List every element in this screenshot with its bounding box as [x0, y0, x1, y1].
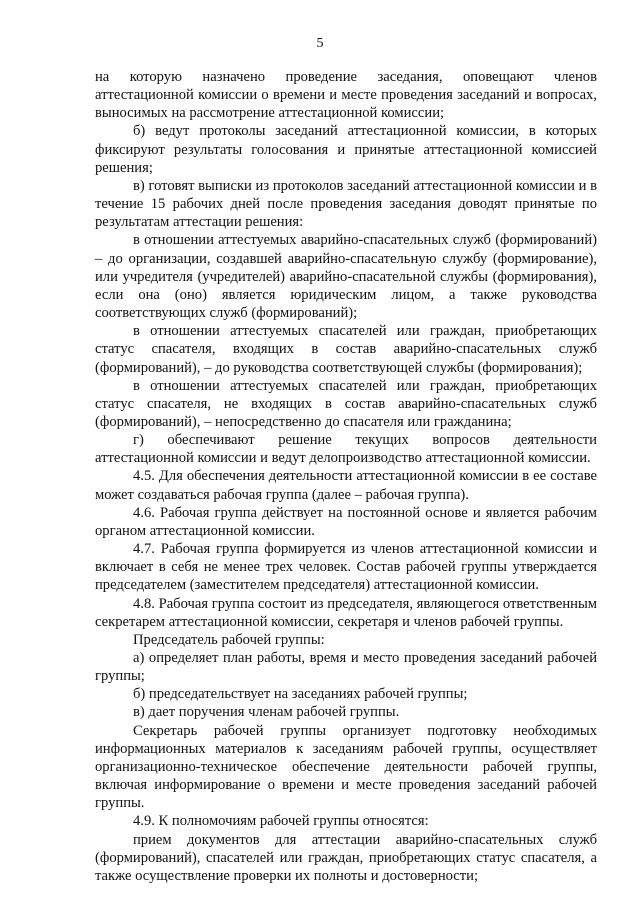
paragraph-chairman-heading: Председатель рабочей группы:	[133, 631, 325, 648]
paragraph-rescuers-in-services: в отношении аттестуемых спасателей или граждан, приобретающих статус спасателя, входящих в состав аварийно-спасательных служб (формирований), – до руководства соответствующей службы (формирования);	[95, 323, 597, 376]
paragraph-4-7: 4.7. Рабочая группа формируется из членов аттестационной комиссии и включает в себя не менее трех человек. Состав рабочей группы утверждается председателем (заместителем председателя) аттестационной комиссии.	[95, 541, 597, 594]
paragraph-chairman-a: а) определяет план работы, время и место проведения заседаний рабочей группы;	[95, 650, 597, 685]
paragraph-4-6: 4.6. Рабочая группа действует на постоянной основе и является рабочим органом аттестационной комиссии.	[95, 504, 597, 539]
page-number: 5	[316, 36, 324, 51]
paragraph-item-g: г) обеспечивают решение текущих вопросов деятельности аттестационной комиссии и ведут делопроизводство аттестационной комиссии.	[95, 432, 597, 467]
paragraph-services: в отношении аттестуемых аварийно-спасательных служб (формирований) – до организации, создавшей аварийно-спасательную службу (формирование), или учредителя (учредителей) аварийно-спасательной службы (формирования), если она (оно) является юридическим лицом, а также руководства соответствующих служб (формирований);	[95, 232, 597, 322]
paragraph-secretary: Секретарь рабочей группы организует подготовку необходимых информационных материалов к заседаниям рабочей группы, осуществляет организационно-техническое обеспечение деятельности рабочей группы, включая информирование о времени и месте проведения заседаний рабочей группы.	[95, 722, 597, 812]
paragraph-4-8: 4.8. Рабочая группа состоит из председателя, являющегося ответственным секретарем аттестационной комиссии, секретаря и членов рабочей группы.	[95, 595, 597, 630]
paragraph-4-9: 4.9. К полномочиям рабочей группы относятся:	[133, 813, 429, 830]
paragraph-4-5: 4.5. Для обеспечения деятельности аттестационной комиссии в ее составе может создаваться рабочая группа (далее – рабочая группа).	[95, 468, 597, 503]
paragraph-chairman-b: б) председательствует на заседаниях рабочей группы;	[133, 686, 468, 703]
paragraph-rescuers-outside-services: в отношении аттестуемых спасателей или граждан, приобретающих статус спасателя, не входящих в состав аварийно-спасательных служб (формирований), – непосредственно до спасателя или гражданина;	[95, 377, 597, 430]
paragraph-item-v: в) готовят выписки из протоколов заседаний аттестационной комиссии и в течение 15 рабочих дней после проведения заседания доводят принятые по результатам аттестации решения:	[95, 177, 597, 231]
document-body	[95, 68, 597, 885]
paragraph-document-intake: прием документов для аттестации аварийно-спасательных служб (формирований), спасателей или граждан, приобретающих статус спасателя, а также осуществление проверки их полноты и достоверности;	[95, 831, 597, 884]
paragraph-continuation: на которую назначено проведение заседания, оповещают членов аттестационной комиссии о времени и месте проведения заседаний и вопросах, выносимых на рассмотрение аттестационной комиссии;	[95, 69, 597, 122]
paragraph-item-b: б) ведут протоколы заседаний аттестационной комиссии, в которых фиксируют результаты голосования и принятые аттестационной комиссией решения;	[95, 123, 597, 176]
paragraph-chairman-v: в) дает поручения членам рабочей группы.	[133, 704, 400, 721]
